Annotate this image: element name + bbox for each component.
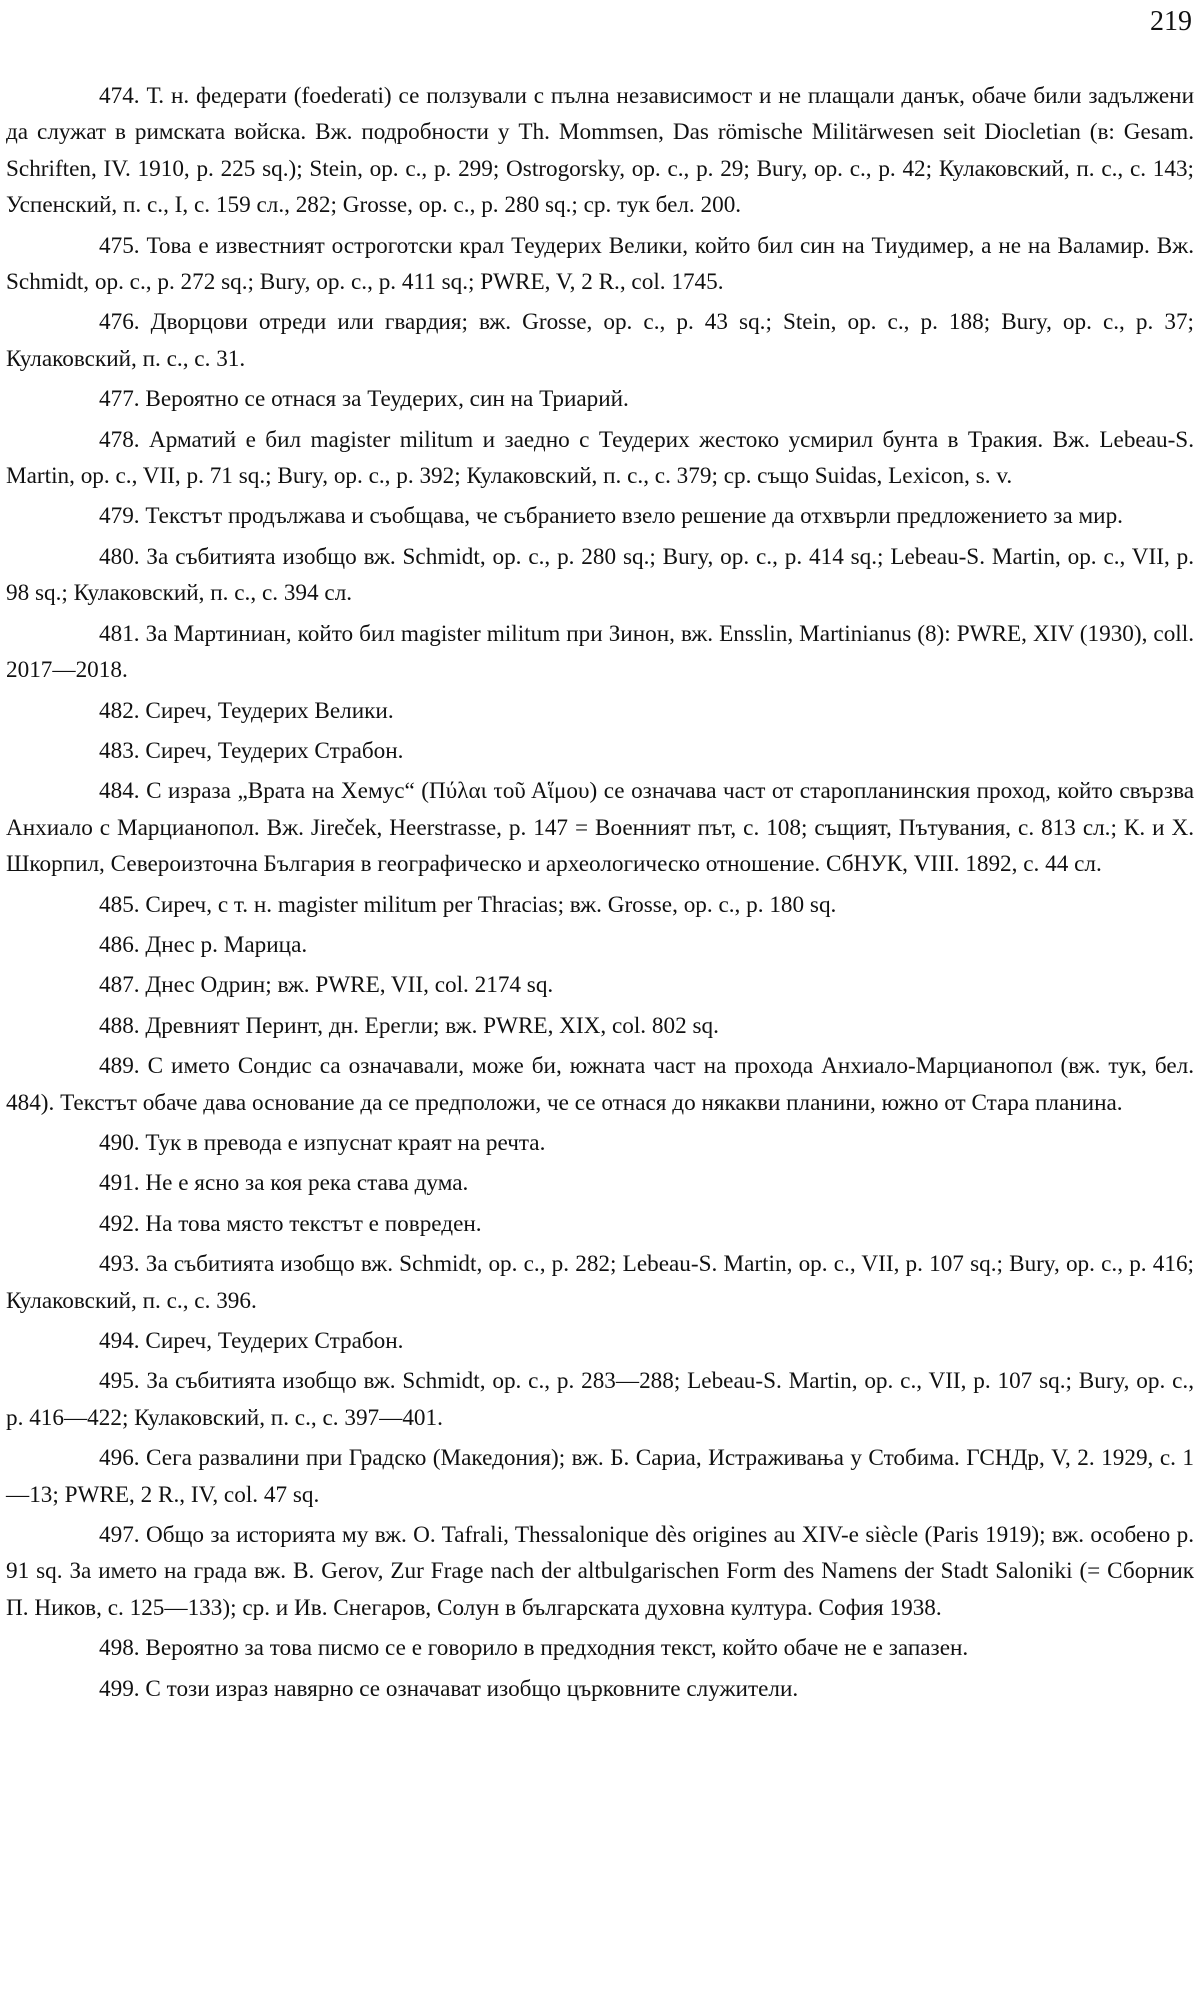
page-number: 219 <box>1150 6 1192 37</box>
footnote-499: 499. С този израз навярно се означават изобщо църковните служители. <box>99 1675 799 1702</box>
footnote-475: 475. Това е известният остроготски крал Теудерих Велики, който бил син на Тиудимер, а не на Валамир. Вж. Schmidt, op. c., p. 272 sq.; Bury, op. c., p. 411 sq.; PWRE, V, 2 R., col. 1745. <box>6 232 1194 296</box>
footnote-478: 478. Арматий е бил magister militum и заедно с Теудерих жестоко усмирил бунта в Тракия. Вж. Lebeau-S. Martin, op. c., VII, p. 71 sq.; Bury, op. c., p. 392; Кулаковский, п. с., с. 379; ср. също Suidas, Lexicon, s. v. <box>6 426 1194 490</box>
footnote-490: 490. Тук в превода е изпуснат краят на речта. <box>99 1129 546 1156</box>
footnote-476: 476. Дворцови отреди или гвардия; вж. Grosse, op. c., p. 43 sq.; Stein, op. c., p. 188; Bury, op. c., p. 37; Кулаковский, п. с., с. 31. <box>6 309 1194 372</box>
footnote-497: 497. Общо за историята му вж. O. Tafrali, Thessalonique dès origines au XIV-e siècle (Paris 1919); вж. особено p. 91 sq. За името на града вж. B. Gerov, Zur Frage nach der altbulgarischen Form des Namens der Stadt Saloniki (= Сборник П. Ников, с. 125—133); ср. и Ив. Снегаров, Солун в българската духовна култура. София 1938. <box>6 1522 1194 1621</box>
footnote-479: 479. Текстът продължава и съобщава, че събранието взело решение да отхвърли предложението за мир. <box>99 503 1123 530</box>
footnote-481: 481. За Мартиниан, който бил magister militum при Зинон, вж. Ensslin, Martinianus (8): PWRE, XIV (1930), coll. 2017—2018. <box>6 620 1194 684</box>
footnote-482: 482. Сиреч, Теудерих Велики. <box>99 697 394 724</box>
footnote-484: 484. С израза „Врата на Хемус“ (Πύλαι τοῦ Αἵμου) се означава част от старопланинския проход, който свързва Анхиало с Марцианопол. Вж. Jireček, Heerstrasse, p. 147 = Военният път, с. 108; същият, Пътувания, с. 813 сл.; К. и Х. Шкорпил, Североизточна България в географическо и археологическо отношение. СбНУК, VIII. 1892, с. 44 сл. <box>6 778 1194 878</box>
footnote-492: 492. На това място текстът е повреден. <box>99 1210 482 1237</box>
footnote-493: 493. За събитията изобщо вж. Schmidt, op. c., p. 282; Lebeau-S. Martin, op. c., VII, p. 107 sq.; Bury, op. c., p. 416; Кулаковский, п. с., с. 396. <box>6 1251 1194 1314</box>
footnote-487: 487. Днес Одрин; вж. PWRE, VII, col. 2174 sq. <box>99 972 554 999</box>
footnote-485: 485. Сиреч, с т. н. magister militum per Thracias; вж. Grosse, op. c., p. 180 sq. <box>99 891 837 918</box>
footnote-494: 494. Сиреч, Теудерих Страбон. <box>99 1328 404 1354</box>
footnote-480: 480. За събитията изобщо вж. Schmidt, op. c., p. 280 sq.; Bury, op. c., p. 414 sq.; Lebeau-S. Martin, op. c., VII, p. 98 sq.; Кулаковский, п. с., с. 394 сл. <box>6 543 1194 607</box>
footnotes-list <box>6 78 1194 1711</box>
footnote-496: 496. Сега развалини при Градско (Македония); вж. Б. Сариа, Истраживања у Стобима. ГСНДр, V, 2. 1929, с. 1—13; PWRE, 2 R., IV, col. 47 sq. <box>6 1445 1194 1508</box>
footnote-498: 498. Вероятно за това писмо се е говорило в предходния текст, който обаче не е запазен. <box>99 1635 969 1662</box>
footnote-495: 495. За събитията изобщо вж. Schmidt, op. c., p. 283—288; Lebeau-S. Martin, op. c., VII, p. 107 sq.; Bury, op. c., p. 416—422; Кулаковский, п. с., с. 397—401. <box>6 1368 1194 1431</box>
footnote-491: 491. Не е ясно за коя река става дума. <box>99 1170 469 1197</box>
footnote-486: 486. Днес р. Марица. <box>99 931 308 958</box>
footnote-483: 483. Сиреч, Теудерих Страбон. <box>99 737 404 764</box>
footnote-477: 477. Вероятно се отнася за Теудерих, син на Триарий. <box>99 386 629 413</box>
footnote-489: 489. С името Сондис са означавали, може би, южната част на прохода Анхиало-Марцианопол (вж. тук, бел. 484). Текстът обаче дава основание да се предположи, че се отнася до някакви планини, южно от Стара планина. <box>6 1053 1194 1116</box>
footnote-474: 474. Т. н. федерати (foederati) се ползували с пълна независимост и не плащали данък, обаче били задължени да служат в римската войска. Вж. подробности у Th. Mommsen, Das römische Militärwesen seit Diocletian (в: Gesam. Schriften, IV. 1910, p. 225 sq.); Stein, op. c., p. 299; Ostrogorsky, op. c., p. 29; Bury, op. c., p. 42; Кулаковский, п. с., с. 143; Успенский, п. с., I, с. 159 сл., 282; Grosse, op. c., p. 280 sq.; ср. тук бел. 200. <box>6 83 1194 219</box>
footnote-488: 488. Древният Перинт, дн. Ерегли; вж. PWRE, XIX, col. 802 sq. <box>99 1012 719 1039</box>
